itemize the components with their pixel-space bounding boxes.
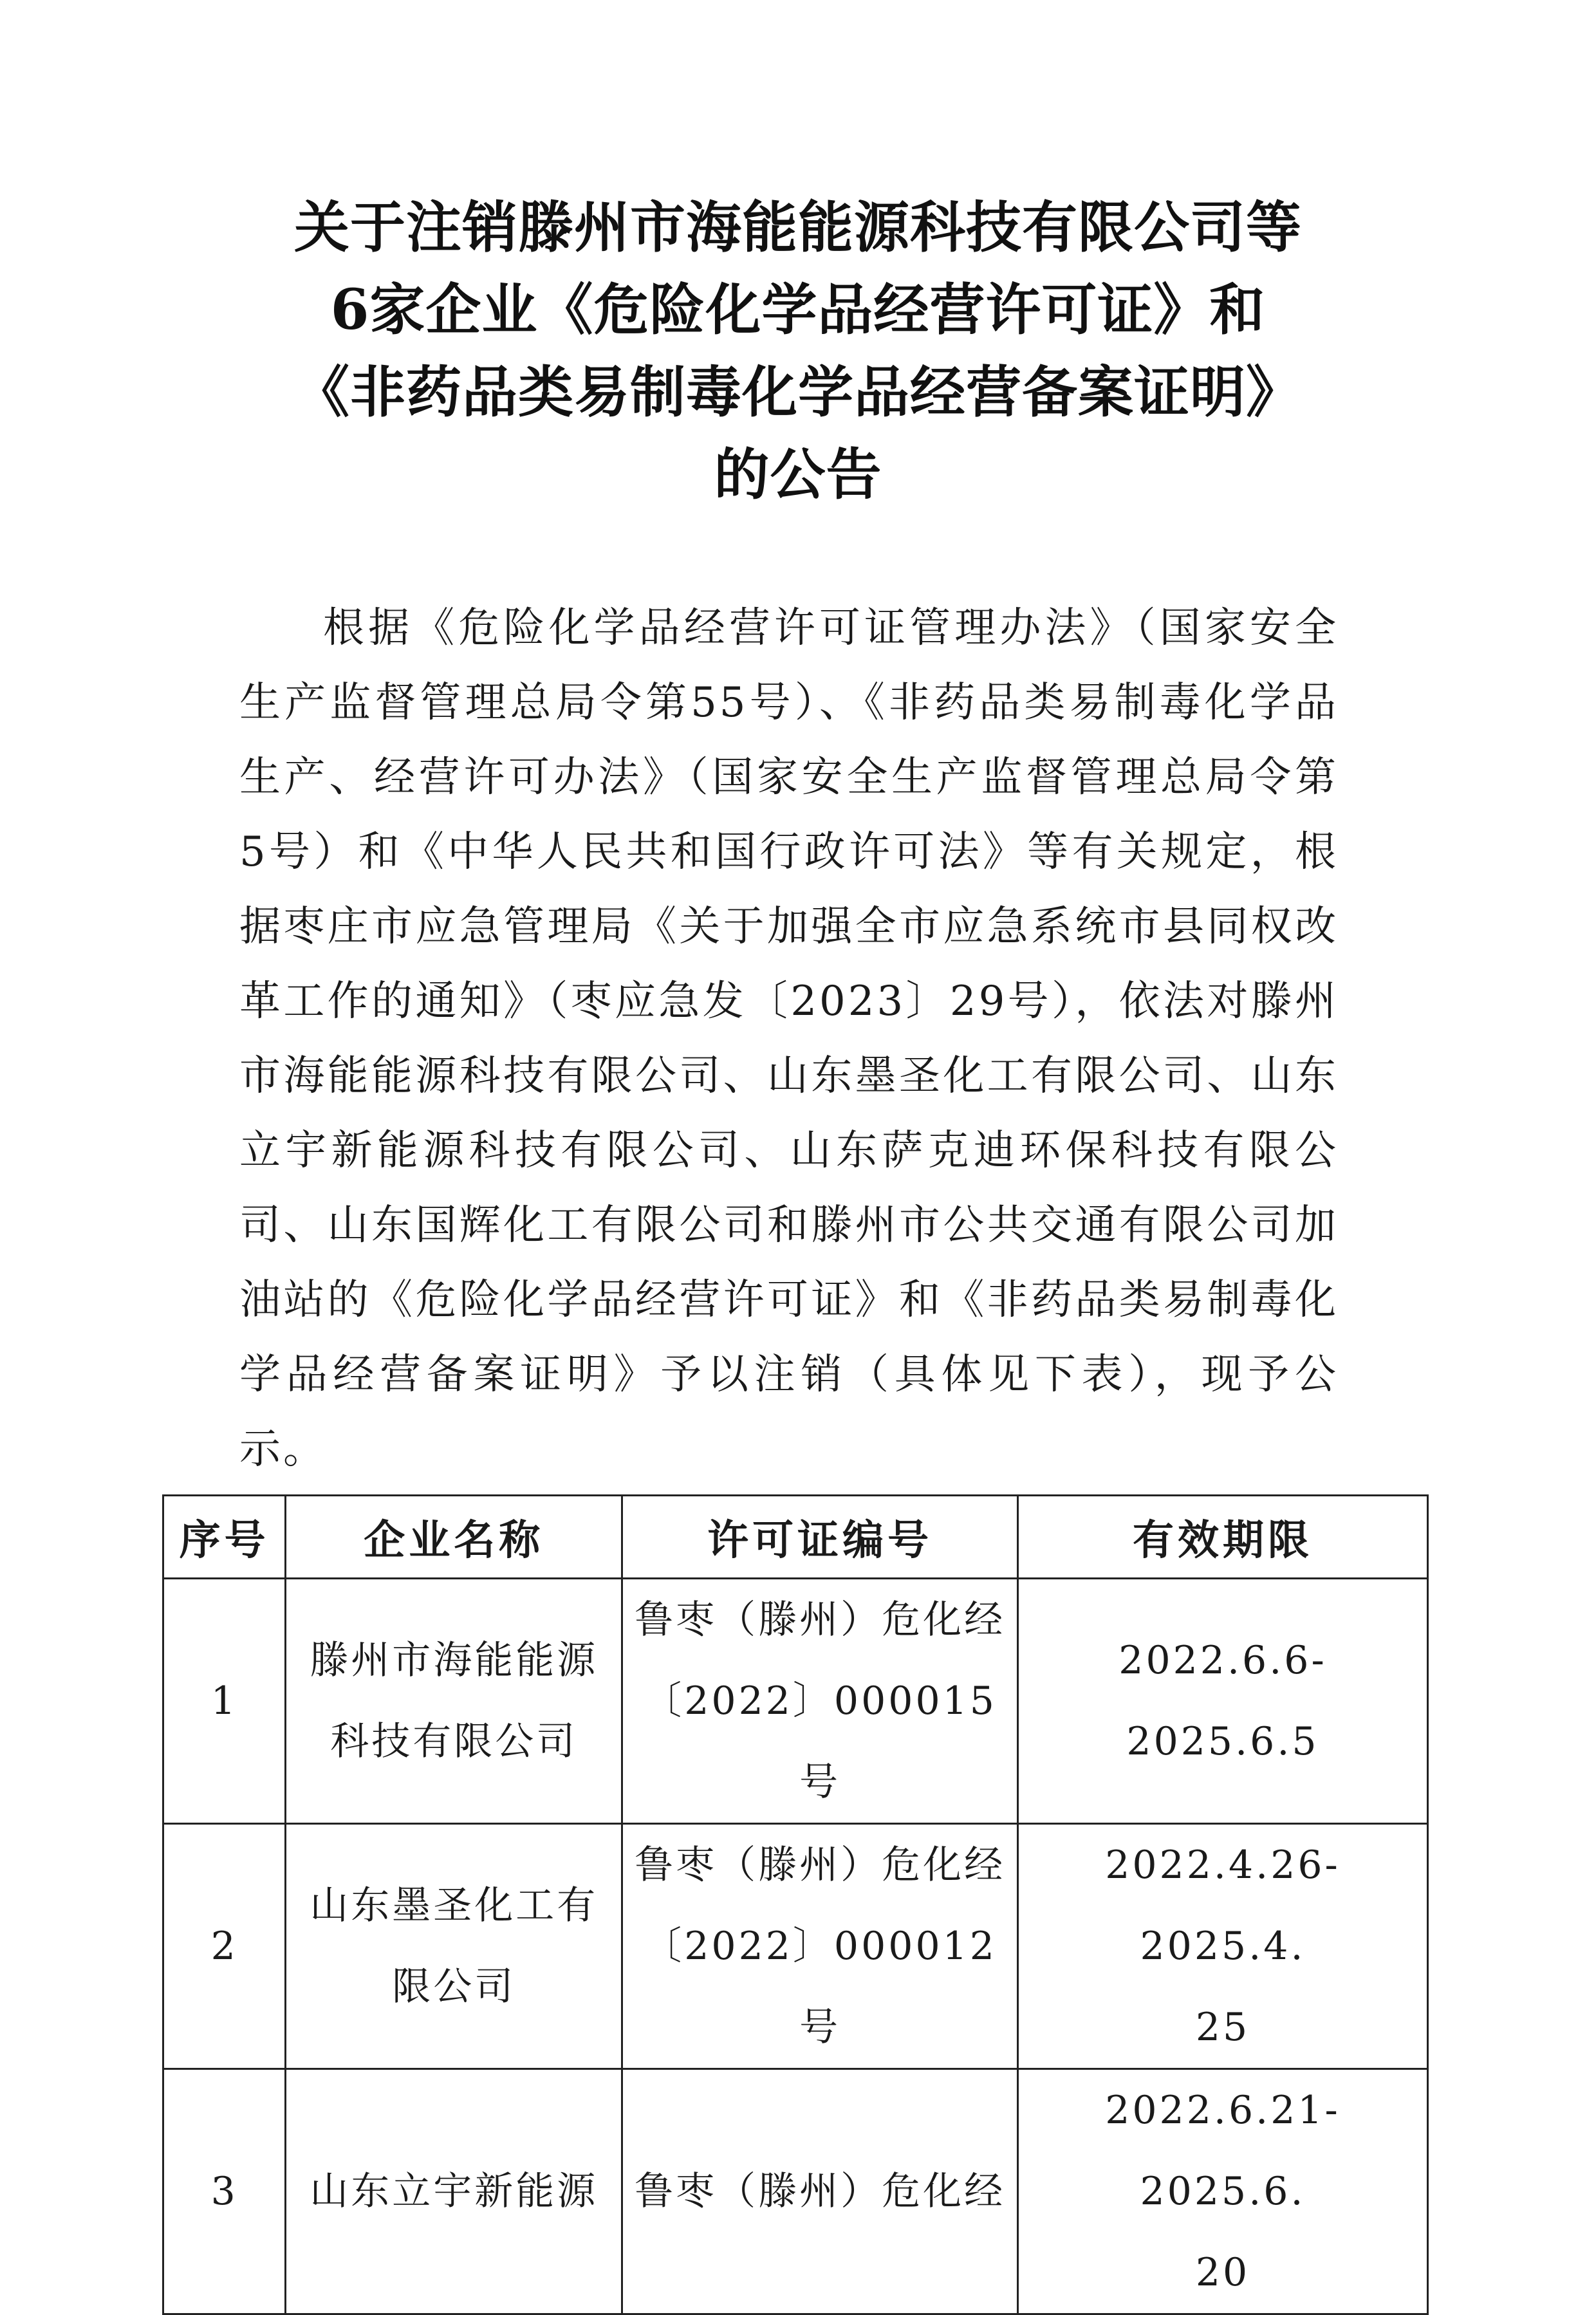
cell-line: 25: [1195, 2005, 1250, 2050]
license-cell: [622, 2069, 1018, 2314]
announcement-body: 根据《危险化学品经营许可证管理办法》（国家安全生产监督管理总局令第55号）、《非药品类易制毒化学品生产、经营许可办法》（国家安全生产监督管理总局令第5号）和《中华人民共和国行政许可法》等有关规定，根据枣庄市应急管理局《关于加强全市应急系统市县同权改革工作的通知》（枣应急发〔2023〕29号），依法对滕州市海能能源科技有限公司、山东墨圣化工有限公司、山东立宇新能源科技有限公司、山东萨克迪环保科技有限公司、山东国辉化工有限公司和滕州市公共交通有限公司加油站的《危险化学品经营许可证》和《非药品类易制毒化学品经营备案证明》予以注销（具体见下表），现予公示。: [239, 604, 1339, 1473]
table-row: [163, 1824, 1428, 2069]
title-line: 关于注销滕州市海能能源科技有限公司等: [294, 195, 1302, 260]
title-line: 《非药品类易制毒化学品经营备案证明》: [294, 360, 1302, 425]
company-cell: [286, 1824, 622, 2069]
header-license: 许可证编号: [622, 1496, 1018, 1579]
cell-line: 鲁枣（滕州）危化经: [635, 2169, 1006, 2214]
license-cell: [622, 1579, 1018, 1824]
table-row: [163, 1579, 1428, 1824]
table-header-row: [163, 1496, 1428, 1579]
title-line: 的公告: [714, 442, 882, 507]
cell-line: 鲁枣（滕州）危化经: [635, 1843, 1006, 1888]
serial-cell: 2: [163, 1824, 286, 2069]
announcement-title: [193, 187, 1403, 516]
license-table: [162, 1494, 1429, 2315]
header-serial: 序号: [163, 1496, 286, 1579]
license-cell: [622, 1824, 1018, 2069]
validity-cell: [1018, 1579, 1428, 1824]
serial-cell: 3: [163, 2069, 286, 2314]
cell-line: 2022.4.26-2025.4.: [1105, 1843, 1341, 1969]
validity-cell: [1018, 2069, 1428, 2314]
cell-line: 科技有限公司: [330, 1719, 578, 1764]
cell-line: 2022.6.6-2025.6.5: [1118, 1638, 1327, 1764]
validity-cell: [1018, 1824, 1428, 2069]
header-company: 企业名称: [286, 1496, 622, 1579]
title-line: 6家企业《危险化学品经营许可证》和: [330, 277, 1266, 342]
cell-line: 山东立宇新能源: [310, 2169, 598, 2214]
table-row: [163, 2069, 1428, 2314]
cell-line: 滕州市海能能源: [310, 1638, 598, 1683]
cell-line: 鲁枣（滕州）危化经: [635, 1597, 1006, 1642]
cell-line: 山东墨圣化工有: [310, 1883, 598, 1928]
company-cell: [286, 2069, 622, 2314]
cell-line: 限公司: [392, 1964, 516, 2009]
company-cell: [286, 1579, 622, 1824]
cell-line: 2022.6.21-2025.6.: [1105, 2088, 1341, 2214]
cell-line: 〔2022〕000015号: [643, 1678, 997, 1805]
serial-cell: 1: [163, 1579, 286, 1824]
header-validity: 有效期限: [1018, 1496, 1428, 1579]
cell-line: 20: [1195, 2250, 1250, 2295]
cell-line: 〔2022〕000012号: [643, 1924, 997, 2050]
